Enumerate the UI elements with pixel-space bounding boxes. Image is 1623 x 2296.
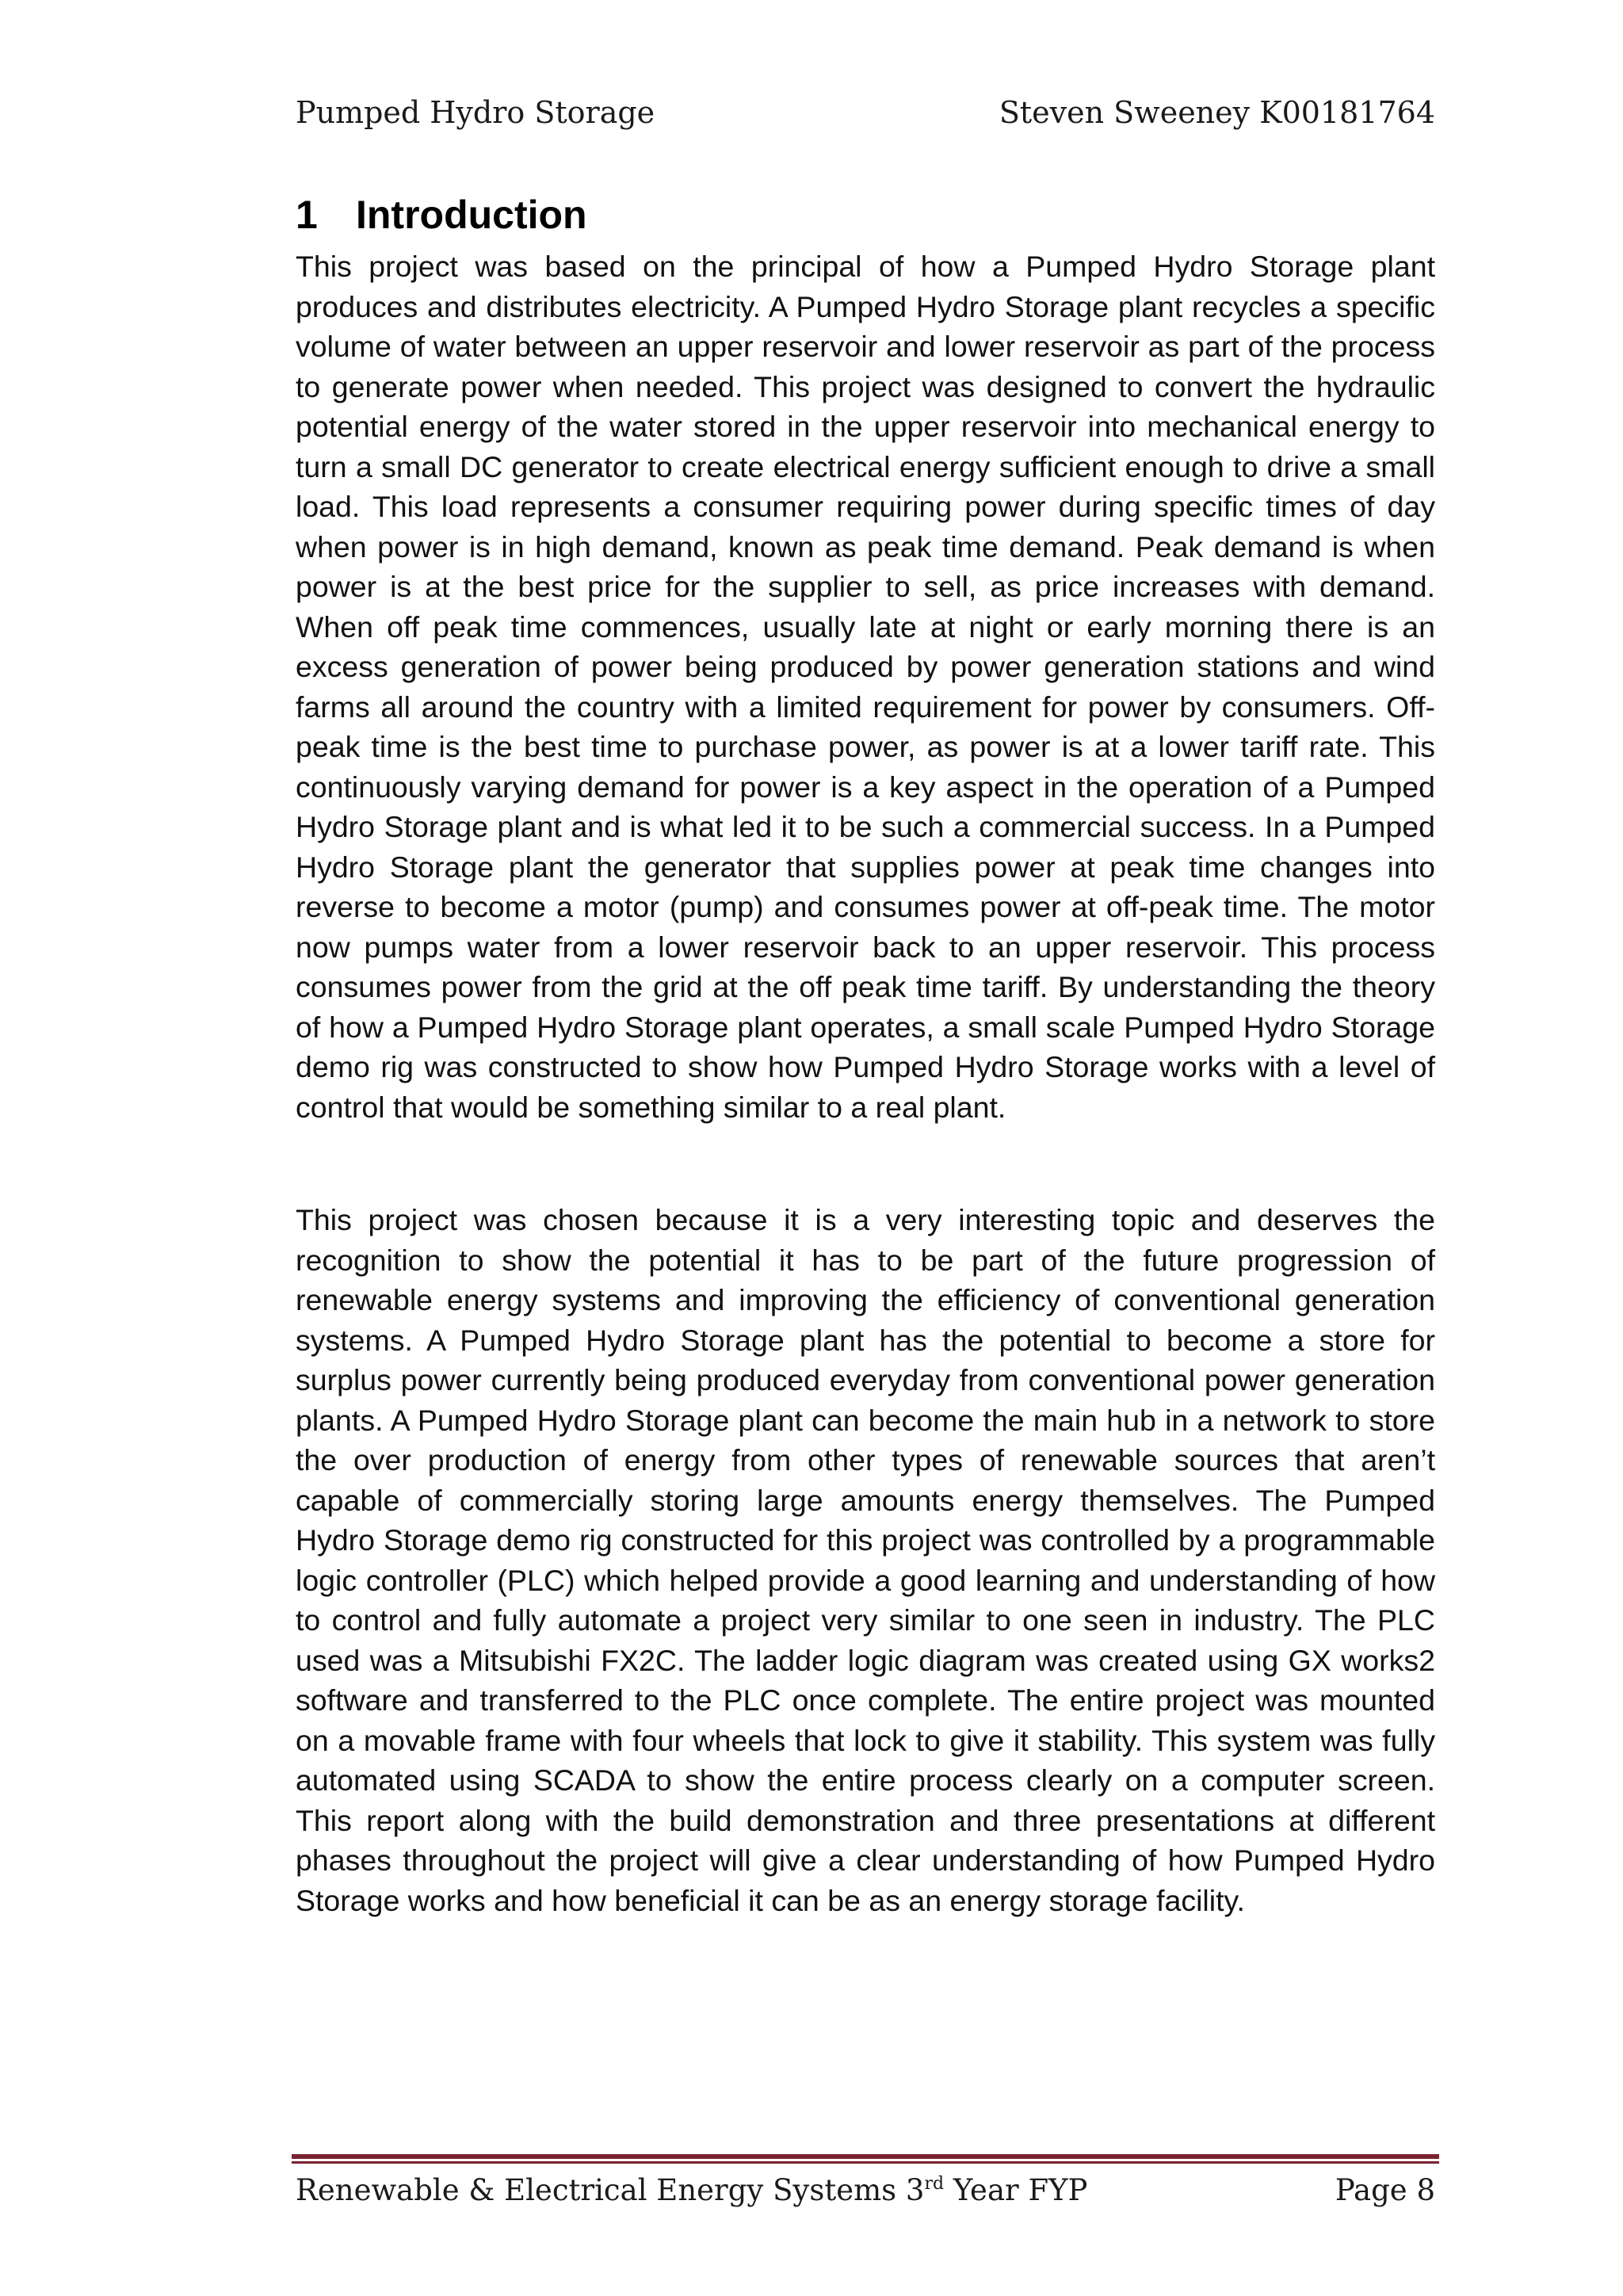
section-number: 1	[296, 193, 318, 237]
body-paragraph-2: This project was chosen because it is a very interesting topic and deserves the recognition to show the potential it has to be part of the future progression of renewable energy systems and improving the efficiency of conventional generation systems. A Pumped Hydro Storage plant has the potential to become a store for surplus power currently being produced everyday from conventional power generation plants. A Pumped Hydro Storage plant can become the main hub in a network to store the over production of energy from other types of renewable sources that aren’t capable of commercially storing large amounts energy themselves. The Pumped Hydro Storage demo rig constructed for this project was controlled by a programmable logic controller (PLC) which helped provide a good learning and understanding of how to control and fully automate a project very similar to one seen in industry. The PLC used was a Mitsubishi FX2C. The ladder logic diagram was created using GX works2 software and transferred to the PLC once complete. The entire project was mounted on a movable frame with four wheels that lock to give it stability. This system was fully automated using SCADA to show the entire process clearly on a computer screen. This report along with the build demonstration and three presentations at different phases throughout the project will give a clear understanding of how Pumped Hydro Storage works and how beneficial it can be as an energy storage facility.	[296, 1203, 1435, 1917]
footer-course-suffix: Year FYP	[944, 2173, 1088, 2207]
page-footer	[296, 2173, 1435, 2221]
header-author: Steven Sweeney K00181764	[999, 95, 1435, 130]
footer-page-number: Page 8	[1335, 2173, 1435, 2207]
section-heading	[296, 192, 587, 238]
footer-course-label	[296, 2173, 1087, 2207]
footer-course-prefix: Renewable & Electrical Energy Systems 3	[296, 2173, 925, 2207]
section-title: Introduction	[356, 193, 587, 237]
header-document-title: Pumped Hydro Storage	[296, 95, 655, 130]
body-paragraph-1: This project was based on the principal of how a Pumped Hydro Storage plant produces and distributes electricity. A Pumped Hydro Storage plant recycles a specific volume of water between an upper reservoir and lower reservoir as part of the process to generate power when needed. This project was designed to convert the hydraulic potential energy of the water stored in the upper reservoir into mechanical energy to turn a small DC generator to create electrical energy sufficient enough to drive a small load. This load represents a consumer requiring power during specific times of day when power is in high demand, known as peak time demand. Peak demand is when power is at the best price for the supplier to sell, as price increases with demand. When off peak time commences, usually late at night or early morning there is an excess generation of power being produced by power generation stations and wind farms all around the country with a limited requirement for power by consumers. Off-peak time is the best time to purchase power, as power is at a lower tariff rate. This continuously varying demand for power is a key aspect in the operation of a Pumped Hydro Storage plant and is what led it to be such a commercial success. In a Pumped Hydro Storage plant the generator that supplies power at peak time changes into reverse to become a motor (pump) and consumes power at off-peak time. The motor now pumps water from a lower reservoir back to an upper reservoir. This process consumes power from the grid at the off peak time tariff. By understanding the theory of how a Pumped Hydro Storage plant operates, a small scale Pumped Hydro Storage demo rig was constructed to show how Pumped Hydro Storage works with a level of control that would be something similar to a real plant.	[296, 250, 1435, 1124]
page-header	[296, 95, 1435, 143]
footer-divider	[292, 2154, 1439, 2164]
footer-course-ordinal: rd	[924, 2174, 945, 2194]
